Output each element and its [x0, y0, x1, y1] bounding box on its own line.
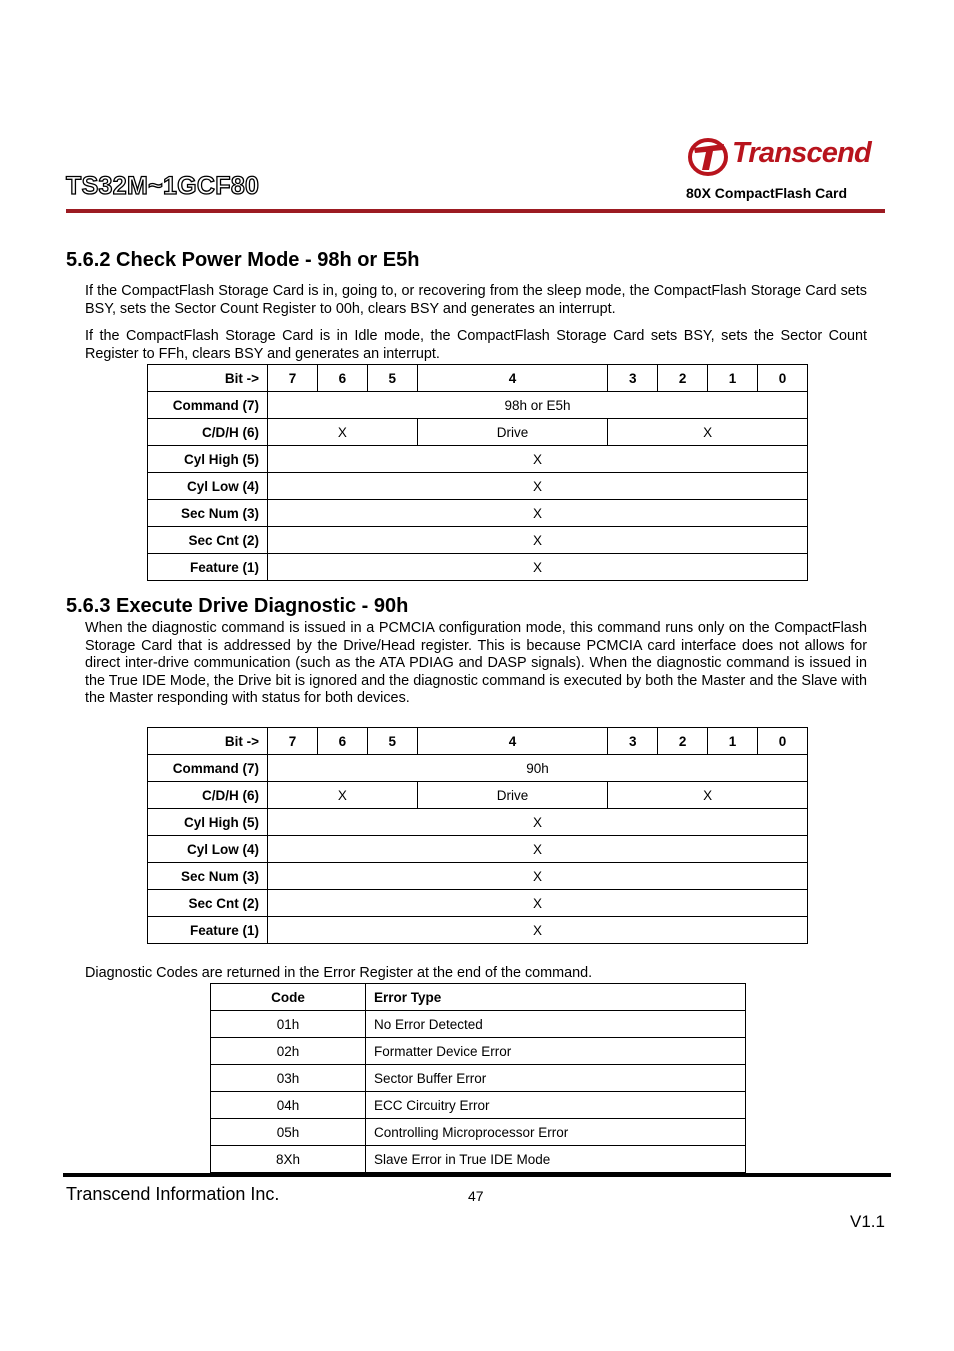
table-row	[148, 755, 808, 782]
row-label: C/D/H (6)	[148, 419, 268, 446]
bit-7: 7	[268, 365, 318, 392]
table-row	[211, 1119, 746, 1146]
bit-4: 4	[417, 728, 608, 755]
table-row	[148, 500, 808, 527]
code-cell: 01h	[211, 1011, 366, 1038]
bit-3: 3	[608, 728, 658, 755]
table-row	[148, 917, 808, 944]
bit-0: 0	[758, 365, 808, 392]
error-type-cell: ECC Circuitry Error	[366, 1092, 746, 1119]
command-value: 90h	[268, 755, 808, 782]
cell-value: X	[268, 554, 808, 581]
row-label: Sec Num (3)	[148, 500, 268, 527]
bit-4: 4	[417, 365, 608, 392]
page-number: 47	[468, 1188, 484, 1204]
table-row	[148, 365, 808, 392]
table-row	[211, 1092, 746, 1119]
cell-value: X	[608, 782, 808, 809]
bit-0: 0	[758, 728, 808, 755]
cell-value: X	[268, 809, 808, 836]
drive-cell: Drive	[417, 419, 608, 446]
section-heading-562: 5.6.2 Check Power Mode - 98h or E5h	[66, 249, 420, 271]
table-row	[148, 782, 808, 809]
cell-value: X	[268, 419, 418, 446]
code-cell: 8Xh	[211, 1146, 366, 1173]
cell-value: X	[268, 446, 808, 473]
error-type-cell: Formatter Device Error	[366, 1038, 746, 1065]
section-heading-563: 5.6.3 Execute Drive Diagnostic - 90h	[66, 595, 409, 617]
bit-label: Bit ->	[148, 728, 268, 755]
paragraph-562-1: If the CompactFlash Storage Card is in, going to, or recovering from the sleep mode, the CompactFlash Storage Card sets BSY, sets the Sector Count Register to 00h, clears BSY and generates an interrupt.	[85, 283, 867, 317]
transcend-logo-icon	[688, 136, 730, 176]
diagnostic-codes-table	[210, 983, 746, 1173]
code-cell: 03h	[211, 1065, 366, 1092]
row-label: Command (7)	[148, 755, 268, 782]
bit-6: 6	[317, 365, 367, 392]
column-header-error-type: Error Type	[366, 984, 746, 1011]
row-label: Sec Num (3)	[148, 863, 268, 890]
error-type-cell: No Error Detected	[366, 1011, 746, 1038]
row-label: Feature (1)	[148, 917, 268, 944]
row-label: Cyl High (5)	[148, 809, 268, 836]
register-table-562	[147, 364, 808, 581]
row-label: Feature (1)	[148, 554, 268, 581]
footer-rule	[63, 1173, 891, 1177]
error-type-cell: Sector Buffer Error	[366, 1065, 746, 1092]
cell-value: X	[608, 419, 808, 446]
row-label: Command (7)	[148, 392, 268, 419]
model-title: TS32M~1GCF80	[66, 172, 260, 200]
table-row	[148, 863, 808, 890]
column-header-code: Code	[211, 984, 366, 1011]
header-rule	[66, 209, 885, 213]
cell-value: X	[268, 527, 808, 554]
document-version: V1.1	[850, 1212, 885, 1231]
bit-5: 5	[367, 728, 417, 755]
bit-2: 2	[658, 728, 708, 755]
bit-label: Bit ->	[148, 365, 268, 392]
table-row	[148, 890, 808, 917]
table-row	[211, 1065, 746, 1092]
command-value: 98h or E5h	[268, 392, 808, 419]
table-header-row	[211, 984, 746, 1011]
code-cell: 02h	[211, 1038, 366, 1065]
bit-1: 1	[708, 365, 758, 392]
paragraph-562-2: If the CompactFlash Storage Card is in Idle mode, the CompactFlash Storage Card sets BSY, sets the Sector Count Register to FFh, clears BSY and generates an interrupt.	[85, 328, 867, 362]
code-cell: 04h	[211, 1092, 366, 1119]
bit-6: 6	[317, 728, 367, 755]
error-type-cell: Controlling Microprocessor Error	[366, 1119, 746, 1146]
bit-5: 5	[367, 365, 417, 392]
row-label: C/D/H (6)	[148, 782, 268, 809]
table-row	[148, 728, 808, 755]
bit-7: 7	[268, 728, 318, 755]
paragraph-563-1: When the diagnostic command is issued in a PCMCIA configuration mode, this command runs only on the CompactFlash Storage Card that is addressed by the Drive/Head register. This is because PCMCIA card interface does not allows for direct inter-drive communication (such as the ATA PDIAG and DASP signals). When the diagnostic command is issued in the True IDE Mode, the Drive bit is ignored and the diagnostic command is executed by both the Master and the Slave with the Master responding with status for both devices.	[85, 620, 867, 707]
cell-value: X	[268, 890, 808, 917]
table-row	[148, 419, 808, 446]
error-type-cell: Slave Error in True IDE Mode	[366, 1146, 746, 1173]
table-row	[148, 473, 808, 500]
register-table-563	[147, 727, 808, 944]
table-row	[148, 836, 808, 863]
row-label: Cyl High (5)	[148, 446, 268, 473]
cell-value: X	[268, 836, 808, 863]
row-label: Sec Cnt (2)	[148, 527, 268, 554]
row-label: Sec Cnt (2)	[148, 890, 268, 917]
table-row	[148, 809, 808, 836]
code-cell: 05h	[211, 1119, 366, 1146]
table-row	[148, 392, 808, 419]
drive-cell: Drive	[417, 782, 608, 809]
bit-3: 3	[608, 365, 658, 392]
cell-value: X	[268, 782, 418, 809]
cell-value: X	[268, 500, 808, 527]
table-row	[211, 1011, 746, 1038]
table-row	[211, 1146, 746, 1173]
cell-value: X	[268, 917, 808, 944]
footer-company: Transcend Information Inc.	[66, 1184, 280, 1204]
row-label: Cyl Low (4)	[148, 473, 268, 500]
table-row	[148, 446, 808, 473]
header-subtitle: 80X CompactFlash Card	[686, 185, 848, 201]
transcend-logo	[688, 136, 883, 176]
cell-value: X	[268, 863, 808, 890]
bit-2: 2	[658, 365, 708, 392]
table-row	[211, 1038, 746, 1065]
table-row	[148, 554, 808, 581]
row-label: Cyl Low (4)	[148, 836, 268, 863]
cell-value: X	[268, 473, 808, 500]
table-row	[148, 527, 808, 554]
bit-1: 1	[708, 728, 758, 755]
brand-name: Transcend	[732, 137, 871, 169]
codes-intro: Diagnostic Codes are returned in the Error Register at the end of the command.	[85, 965, 593, 981]
